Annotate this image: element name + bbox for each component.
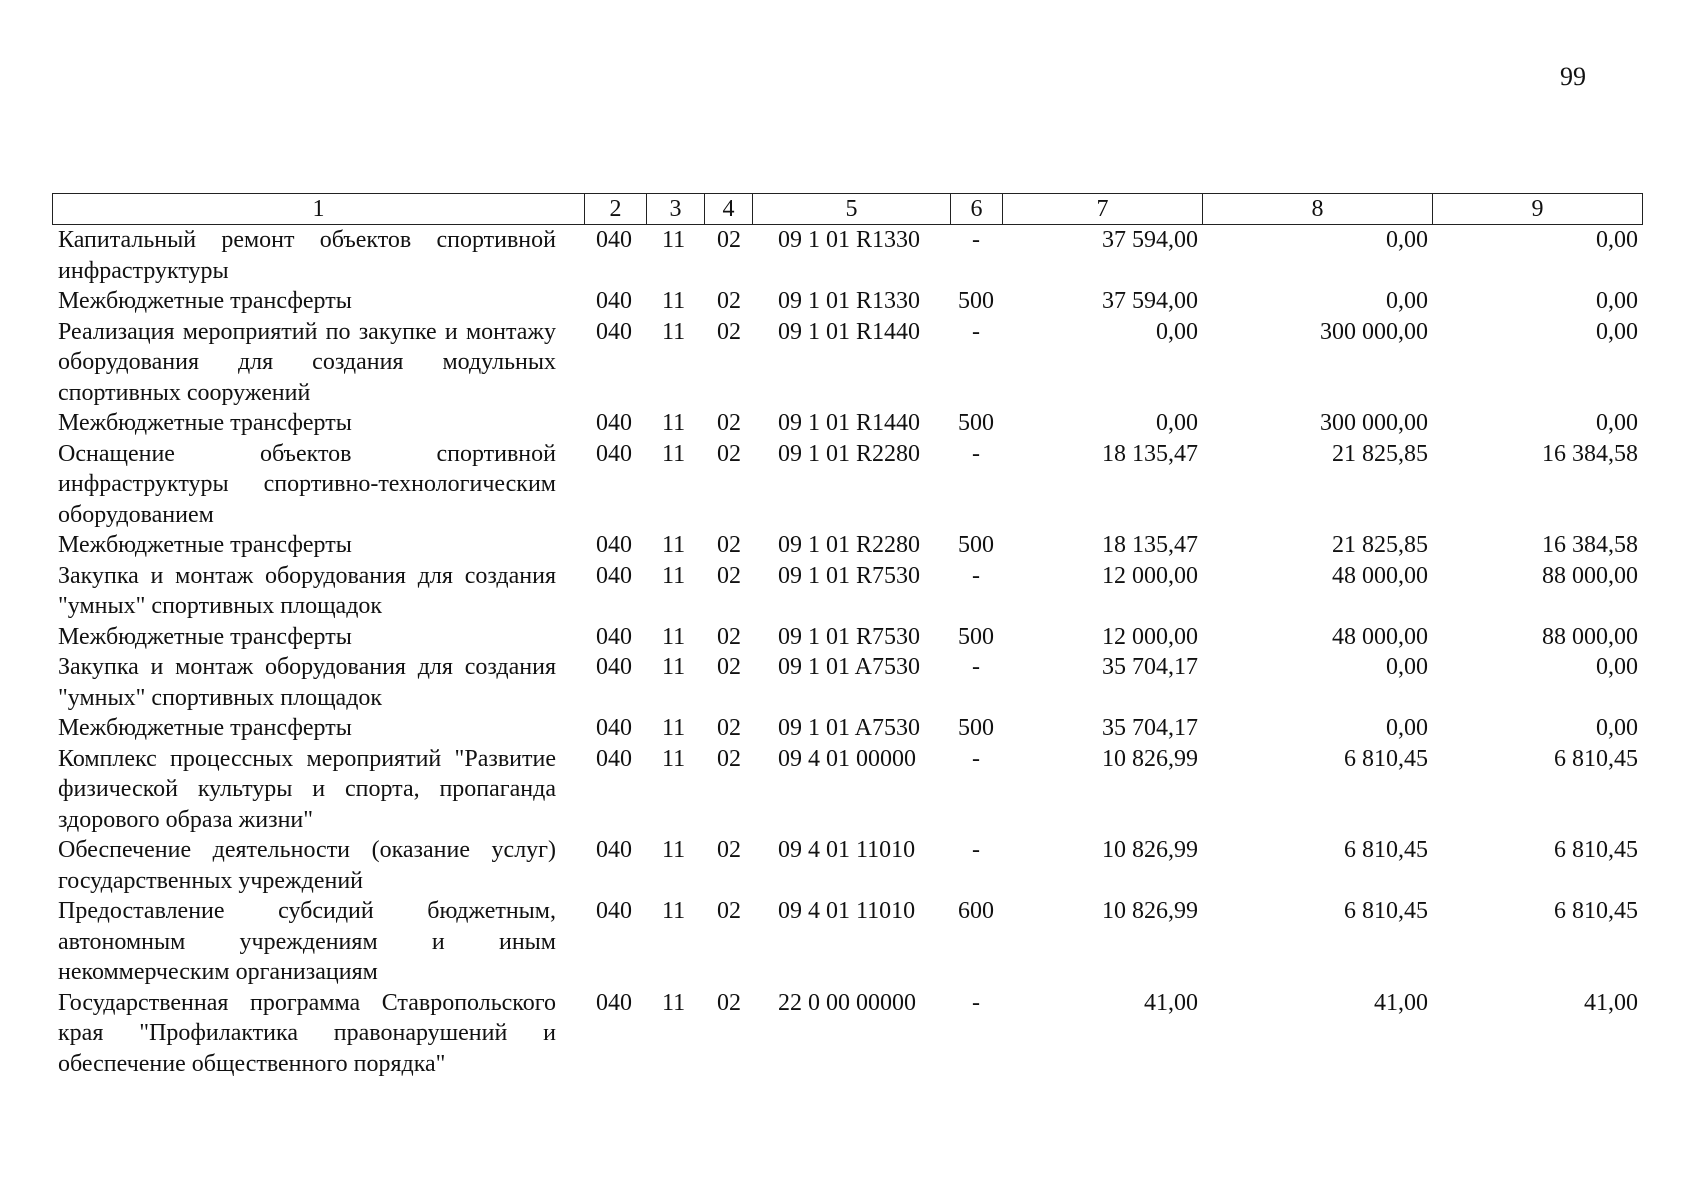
code-target: 22 0 00 00000: [778, 989, 916, 1016]
code-section: 11: [662, 227, 686, 253]
amount-col9: 88 000,00: [1542, 562, 1638, 589]
code-admin: 040: [596, 440, 632, 467]
code-admin: 040: [596, 837, 632, 863]
amount-col8: 21 825,85: [1332, 440, 1428, 467]
row-name: Межбюджетные трансферты: [58, 532, 352, 558]
code-target: 09 4 01 11010: [778, 837, 916, 863]
code-subsection: 02: [717, 898, 741, 924]
amount-col9: 16 384,58: [1542, 532, 1638, 558]
amount-col9: 0,00: [1596, 715, 1638, 741]
amount-col7: 35 704,17: [1102, 654, 1198, 680]
row-name: Предоставление субсидий бюджетным, автономным учреждениям и иным некоммерческим организациям: [58, 898, 556, 985]
code-target: 09 1 01 A7530: [778, 654, 921, 680]
table-row: [52, 286, 1642, 317]
code-admin: 040: [596, 654, 632, 680]
code-subsection: 02: [717, 654, 741, 680]
code-subsection: 02: [717, 440, 741, 467]
amount-col7: 18 135,47: [1102, 532, 1198, 558]
code-expense-type: -: [972, 227, 980, 253]
amount-col8: 0,00: [1386, 227, 1428, 253]
amount-col7: 10 826,99: [1102, 898, 1198, 924]
amount-col8: 6 810,45: [1344, 898, 1428, 924]
header-cell: 7: [1003, 194, 1203, 225]
code-subsection: 02: [717, 288, 741, 314]
code-admin: 040: [596, 745, 632, 772]
table-row: [52, 317, 1642, 409]
code-subsection: 02: [717, 227, 741, 253]
code-expense-type: 600: [958, 898, 994, 924]
row-name: Закупка и монтаж оборудования для создания "умных" спортивных площадок: [58, 654, 556, 711]
code-expense-type: -: [972, 318, 980, 345]
amount-col7: 12 000,00: [1102, 562, 1198, 589]
code-target: 09 4 01 00000: [778, 745, 916, 772]
code-expense-type: -: [972, 989, 980, 1016]
code-admin: 040: [596, 410, 632, 436]
table-row: [52, 439, 1642, 531]
code-section: 11: [662, 837, 686, 863]
row-name: Комплекс процессных мероприятий "Развитие физической культуры и спорта, пропаганда здорового образа жизни": [58, 745, 556, 833]
code-section: 11: [662, 410, 686, 436]
code-target: 09 1 01 A7530: [778, 715, 921, 741]
header-row: [53, 194, 1643, 225]
amount-col8: 48 000,00: [1332, 562, 1428, 589]
code-subsection: 02: [717, 562, 741, 589]
header-cell: 9: [1433, 194, 1643, 225]
row-name: Обеспечение деятельности (оказание услуг) государственных учреждений: [58, 837, 556, 894]
code-target: 09 1 01 R7530: [778, 623, 921, 650]
header-cell: 5: [753, 194, 951, 225]
code-expense-type: -: [972, 562, 980, 589]
amount-col7: 12 000,00: [1102, 623, 1198, 650]
code-admin: 040: [596, 623, 632, 650]
amount-col8: 6 810,45: [1344, 745, 1428, 772]
row-name: Капитальный ремонт объектов спортивной инфраструктуры: [58, 227, 556, 284]
code-subsection: 02: [717, 410, 741, 436]
code-target: 09 1 01 R2280: [778, 440, 921, 467]
code-subsection: 02: [717, 623, 741, 650]
code-section: 11: [662, 318, 686, 345]
amount-col8: 21 825,85: [1332, 532, 1428, 558]
row-name: Межбюджетные трансферты: [58, 623, 352, 650]
code-admin: 040: [596, 532, 632, 558]
amount-col7: 41,00: [1144, 989, 1198, 1016]
code-expense-type: 500: [958, 532, 994, 558]
code-section: 11: [662, 898, 686, 924]
code-target: 09 4 01 11010: [778, 898, 916, 924]
amount-col9: 6 810,45: [1554, 898, 1638, 924]
amount-col9: 6 810,45: [1554, 837, 1638, 863]
code-section: 11: [662, 989, 686, 1016]
row-name: Закупка и монтаж оборудования для создания "умных" спортивных площадок: [58, 562, 556, 619]
amount-col7: 10 826,99: [1102, 837, 1198, 863]
amount-col9: 0,00: [1596, 318, 1638, 345]
code-admin: 040: [596, 898, 632, 924]
amount-col9: 0,00: [1596, 227, 1638, 253]
code-subsection: 02: [717, 318, 741, 345]
code-subsection: 02: [717, 532, 741, 558]
code-section: 11: [662, 288, 686, 314]
amount-col8: 300 000,00: [1320, 318, 1428, 345]
row-name: Межбюджетные трансферты: [58, 410, 352, 436]
table-row: [52, 530, 1642, 561]
amount-col8: 48 000,00: [1332, 623, 1428, 650]
code-section: 11: [662, 623, 686, 650]
amount-col8: 300 000,00: [1320, 410, 1428, 436]
row-name: Государственная программа Ставропольского края "Профилактика правонарушений и обеспечение общественного порядка": [58, 989, 556, 1077]
table-header: [52, 193, 1643, 225]
code-subsection: 02: [717, 715, 741, 741]
code-section: 11: [662, 440, 686, 467]
code-subsection: 02: [717, 837, 741, 863]
amount-col8: 41,00: [1374, 989, 1428, 1016]
code-section: 11: [662, 745, 686, 772]
code-admin: 040: [596, 227, 632, 253]
table-row: [52, 622, 1642, 653]
code-expense-type: -: [972, 654, 980, 680]
header-cell: 2: [585, 194, 647, 225]
table-row: [52, 713, 1642, 744]
amount-col7: 0,00: [1156, 318, 1198, 345]
code-admin: 040: [596, 562, 632, 589]
amount-col9: 6 810,45: [1554, 745, 1638, 772]
amount-col7: 0,00: [1156, 410, 1198, 436]
amount-col8: 0,00: [1386, 654, 1428, 680]
amount-col9: 88 000,00: [1542, 623, 1638, 650]
row-name: Реализация мероприятий по закупке и монтажу оборудования для создания модульных спортивных сооружений: [58, 318, 556, 406]
code-target: 09 1 01 R1440: [778, 410, 921, 436]
row-name: Межбюджетные трансферты: [58, 288, 352, 314]
table-row: [52, 408, 1642, 439]
table-row: [52, 225, 1642, 286]
amount-col7: 18 135,47: [1102, 440, 1198, 467]
code-subsection: 02: [717, 989, 741, 1016]
code-section: 11: [662, 654, 686, 680]
code-expense-type: 500: [958, 288, 994, 314]
amount-col9: 0,00: [1596, 410, 1638, 436]
code-admin: 040: [596, 318, 632, 345]
amount-col9: 41,00: [1584, 989, 1638, 1016]
code-section: 11: [662, 532, 686, 558]
amount-col7: 35 704,17: [1102, 715, 1198, 741]
code-expense-type: 500: [958, 715, 994, 741]
table-row: [52, 988, 1642, 1080]
code-admin: 040: [596, 989, 632, 1016]
amount-col7: 10 826,99: [1102, 745, 1198, 772]
code-section: 11: [662, 562, 686, 589]
header-cell: 3: [647, 194, 705, 225]
table-row: [52, 561, 1642, 622]
code-target: 09 1 01 R2280: [778, 532, 921, 558]
code-target: 09 1 01 R7530: [778, 562, 921, 589]
code-expense-type: -: [972, 745, 980, 772]
code-target: 09 1 01 R1440: [778, 318, 921, 345]
row-name: Межбюджетные трансферты: [58, 715, 352, 741]
code-expense-type: 500: [958, 623, 994, 650]
page-number: 99: [1560, 62, 1586, 91]
table-row: [52, 835, 1642, 896]
amount-col8: 6 810,45: [1344, 837, 1428, 863]
code-expense-type: -: [972, 440, 980, 467]
code-admin: 040: [596, 715, 632, 741]
code-target: 09 1 01 R1330: [778, 288, 921, 314]
row-name: Оснащение объектов спортивной инфраструктуры спортивно-технологическим оборудованием: [58, 440, 556, 528]
amount-col8: 0,00: [1386, 715, 1428, 741]
table-row: [52, 744, 1642, 836]
header-cell: 4: [705, 194, 753, 225]
header-cell: 8: [1203, 194, 1433, 225]
amount-col7: 37 594,00: [1102, 288, 1198, 314]
code-expense-type: -: [972, 837, 980, 863]
header-cell: 1: [53, 194, 585, 225]
code-admin: 040: [596, 288, 632, 314]
budget-table: [52, 225, 1642, 1079]
amount-col9: 0,00: [1596, 654, 1638, 680]
code-target: 09 1 01 R1330: [778, 227, 921, 253]
amount-col9: 0,00: [1596, 288, 1638, 314]
code-expense-type: 500: [958, 410, 994, 436]
header-cell: 6: [951, 194, 1003, 225]
code-subsection: 02: [717, 745, 741, 772]
table-row: [52, 896, 1642, 988]
amount-col9: 16 384,58: [1542, 440, 1638, 467]
amount-col8: 0,00: [1386, 288, 1428, 314]
code-section: 11: [662, 715, 686, 741]
table-row: [52, 652, 1642, 713]
amount-col7: 37 594,00: [1102, 227, 1198, 253]
